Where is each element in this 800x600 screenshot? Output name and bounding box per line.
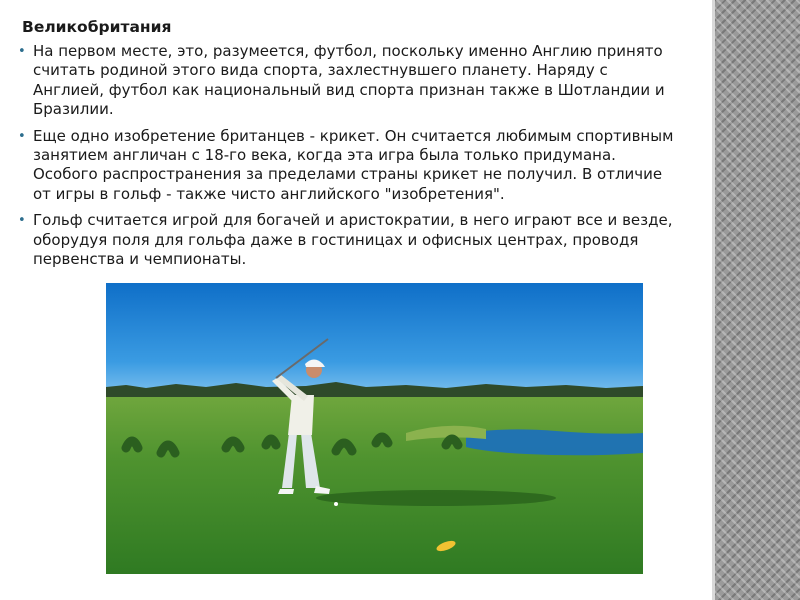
side-pattern-bar [712,0,800,600]
player-shadow [316,490,556,506]
bullet-icon: • [18,128,26,144]
fairway [106,397,643,574]
bullet-item [18,211,678,269]
bullet-icon: • [18,213,26,229]
golf-photo [106,283,643,574]
bullet-text: Гольф считается игрой для богачей и аристократии, в него играют все и везде, оборудуя поля для гольфа даже в гостиницах и офисных центрах, проводя первенства и чемпионаты. [33,211,673,269]
bullet-text: На первом месте, это, разумеется, футбол, поскольку именно Англию принято считать родиной этого вида спорта, захлестнувшего планету. Наряду с Англией, футбол как национальный вид спорта признан также в Шотландии и Бразилии. [33,42,665,119]
side-divider [712,0,715,600]
slide-heading: Великобритания [22,18,172,36]
bullet-icon: • [18,44,26,59]
sky [106,283,643,395]
bullet-text: Еще одно изобретение британцев - крикет. Он считается любимым спортивным занятием англичан с 18-го века, когда эта игра была только придумана. Особого распространения за пределами страны крикет не получил. В отличие от игры в гольф - также чисто английского "изобретения". [33,126,674,203]
bullet-item [18,42,678,120]
bullet-item [18,127,678,205]
bullet-list [18,42,678,276]
